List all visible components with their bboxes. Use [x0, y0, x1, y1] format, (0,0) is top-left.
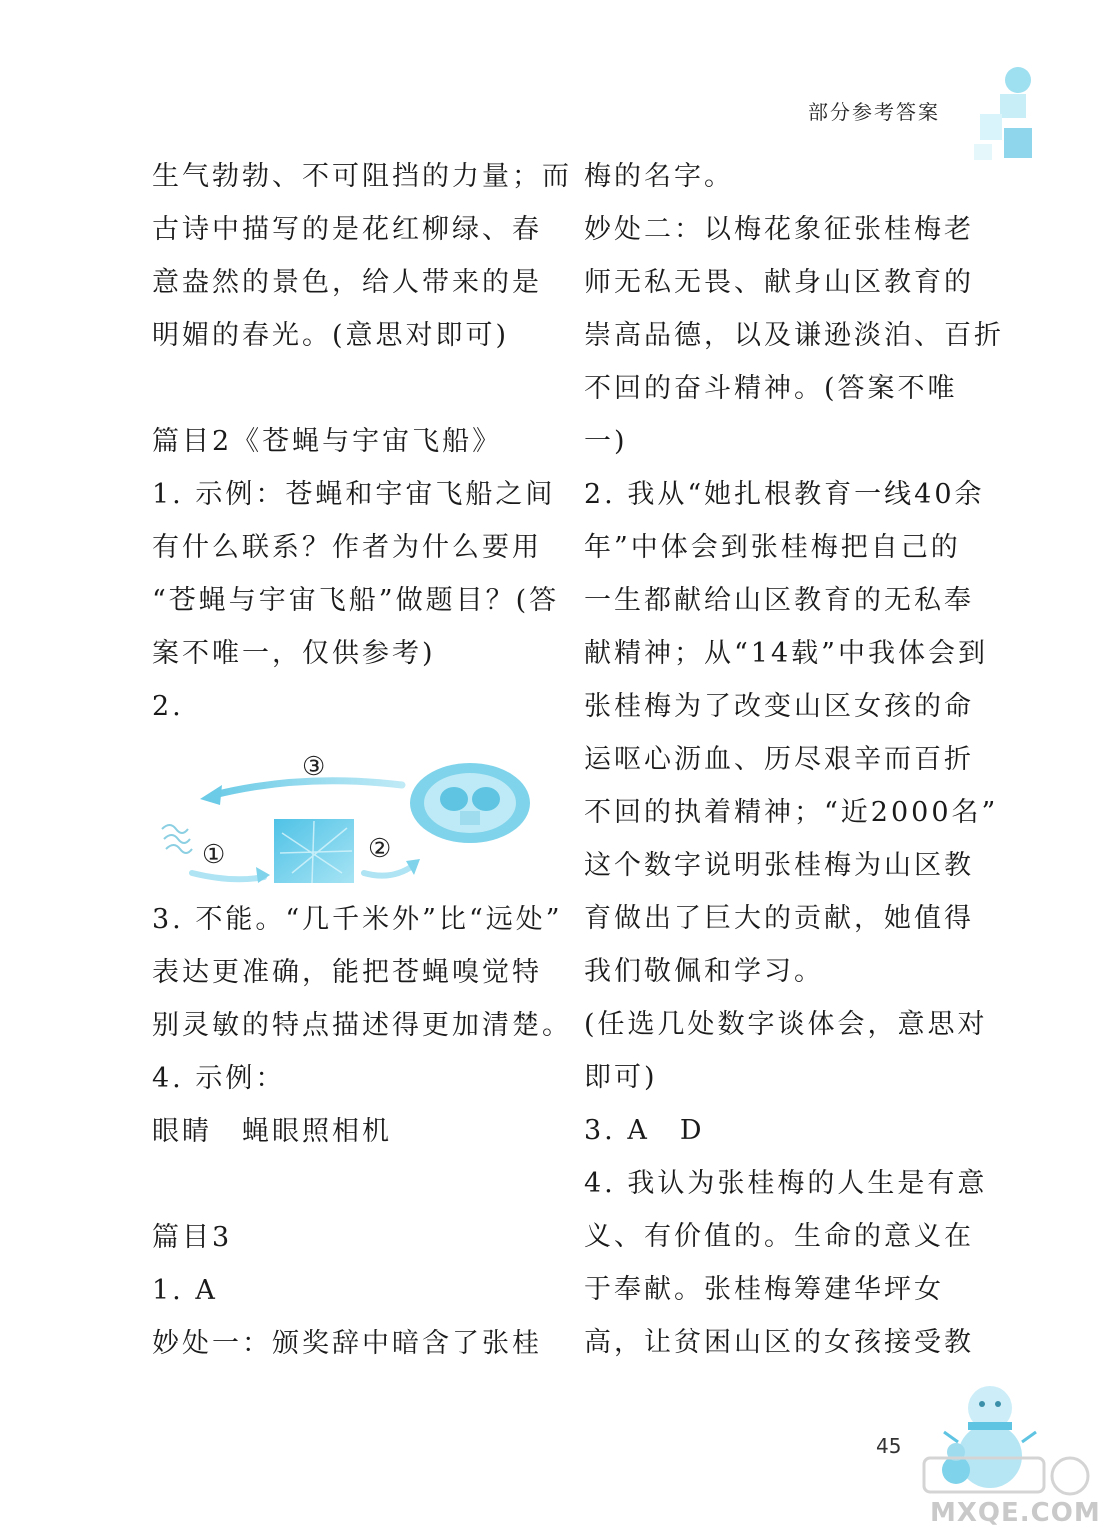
- blank-line: [152, 1158, 532, 1211]
- diagram-label-three: ③: [302, 752, 326, 782]
- text-line: 有什么联系？作者为什么要用: [152, 532, 542, 563]
- text-line: 运呕心沥血、历尽艰辛而百折: [584, 744, 974, 775]
- text-line: 表达更准确，能把苍蝇嗅觉特: [152, 957, 542, 988]
- text-line: 年”中体会到张桂梅把自己的: [584, 532, 961, 563]
- decorative-squares-icon: [960, 64, 1040, 164]
- text-line: 于奉献。张桂梅筹建华坪女: [584, 1274, 944, 1305]
- arrow-two: [364, 865, 414, 876]
- page-header-title: 部分参考答案: [808, 100, 940, 124]
- text-line: 这个数字说明张桂梅为山区教: [584, 850, 974, 881]
- diagram-label-one: ①: [202, 840, 226, 870]
- blank-line: [152, 362, 532, 415]
- text-line: 3. 不能。“几千米外”比“远处”: [152, 904, 563, 935]
- text-line: 2.: [152, 691, 184, 722]
- text-line: 妙处一：颁奖辞中暗含了张桂: [152, 1328, 542, 1359]
- smell-squiggle-icon: [162, 825, 192, 853]
- text-line: 案不唯一，仅供参考): [152, 638, 436, 669]
- text-line: 梅的名字。: [584, 161, 734, 192]
- text-line: 4. 我认为张桂梅的人生是有意: [584, 1168, 988, 1199]
- text-line: 我们敬佩和学习。: [584, 956, 824, 987]
- text-line: 眼睛 蝇眼照相机: [152, 1116, 392, 1147]
- arrow-one-head: [256, 867, 270, 883]
- text-line: 师无私无畏、献身山区教育的: [584, 267, 974, 298]
- diagram-label-two: ②: [368, 834, 392, 864]
- text-line: 高，让贫困山区的女孩接受教: [584, 1327, 974, 1358]
- text-line: 张桂梅为了改变山区女孩的命: [584, 691, 974, 722]
- text-line: 一生都献给山区教育的无私奉: [584, 585, 974, 616]
- left-column: [152, 150, 572, 1370]
- text-line: 一): [584, 426, 628, 457]
- arrow-one: [192, 873, 264, 879]
- text-line: 篇目3: [152, 1222, 233, 1253]
- diagram-graphic: [152, 733, 532, 893]
- text-line: 古诗中描写的是花红柳绿、春: [152, 214, 542, 245]
- text-line: 不回的执着精神；“近2000名”: [584, 797, 999, 828]
- text-line: 不回的奋斗精神。(答案不唯: [584, 373, 958, 404]
- text-line: 4. 示例：: [152, 1063, 286, 1094]
- text-line: 1. A: [152, 1275, 218, 1306]
- text-line: 明媚的春光。(意思对即可): [152, 320, 510, 351]
- text-line: 篇目2《苍蝇与宇宙飞船》: [152, 426, 503, 457]
- camera-icon: [410, 763, 530, 843]
- right-column: [584, 150, 1004, 1369]
- arrow-three-head: [200, 785, 222, 805]
- page-number: 45: [876, 1434, 902, 1458]
- text-line: 1. 示例：苍蝇和宇宙飞船之间: [152, 479, 556, 510]
- text-line: (任选几处数字谈体会，意思对: [584, 1009, 988, 1040]
- text-line: 妙处二：以梅花象征张桂梅老: [584, 214, 974, 245]
- text-line: 2. 我从“她扎根教育一线40余: [584, 479, 985, 510]
- text-line: 献精神；从“14载”中我体会到: [584, 638, 988, 669]
- text-line: 即可): [584, 1062, 658, 1093]
- text-line: 崇高品德，以及谦逊淡泊、百折: [584, 320, 1004, 351]
- arrow-three: [214, 781, 402, 795]
- text-line: 意盎然的景色，给人带来的是: [152, 267, 542, 298]
- text-line: 义、有价值的。生命的意义在: [584, 1221, 974, 1252]
- text-line: 3. A D: [584, 1115, 705, 1146]
- watermark-text: MXQE.COM: [930, 1498, 1101, 1528]
- text-line: 生气勃勃、不可阻挡的力量；而: [152, 161, 572, 192]
- text-line: 育做出了巨大的贡献，她值得: [584, 903, 974, 934]
- text-line: “苍蝇与宇宙飞船”做题目？(答: [152, 585, 560, 616]
- fly-spaceship-diagram: [152, 733, 532, 893]
- text-line: 别灵敏的特点描述得更加清楚。: [152, 1010, 572, 1041]
